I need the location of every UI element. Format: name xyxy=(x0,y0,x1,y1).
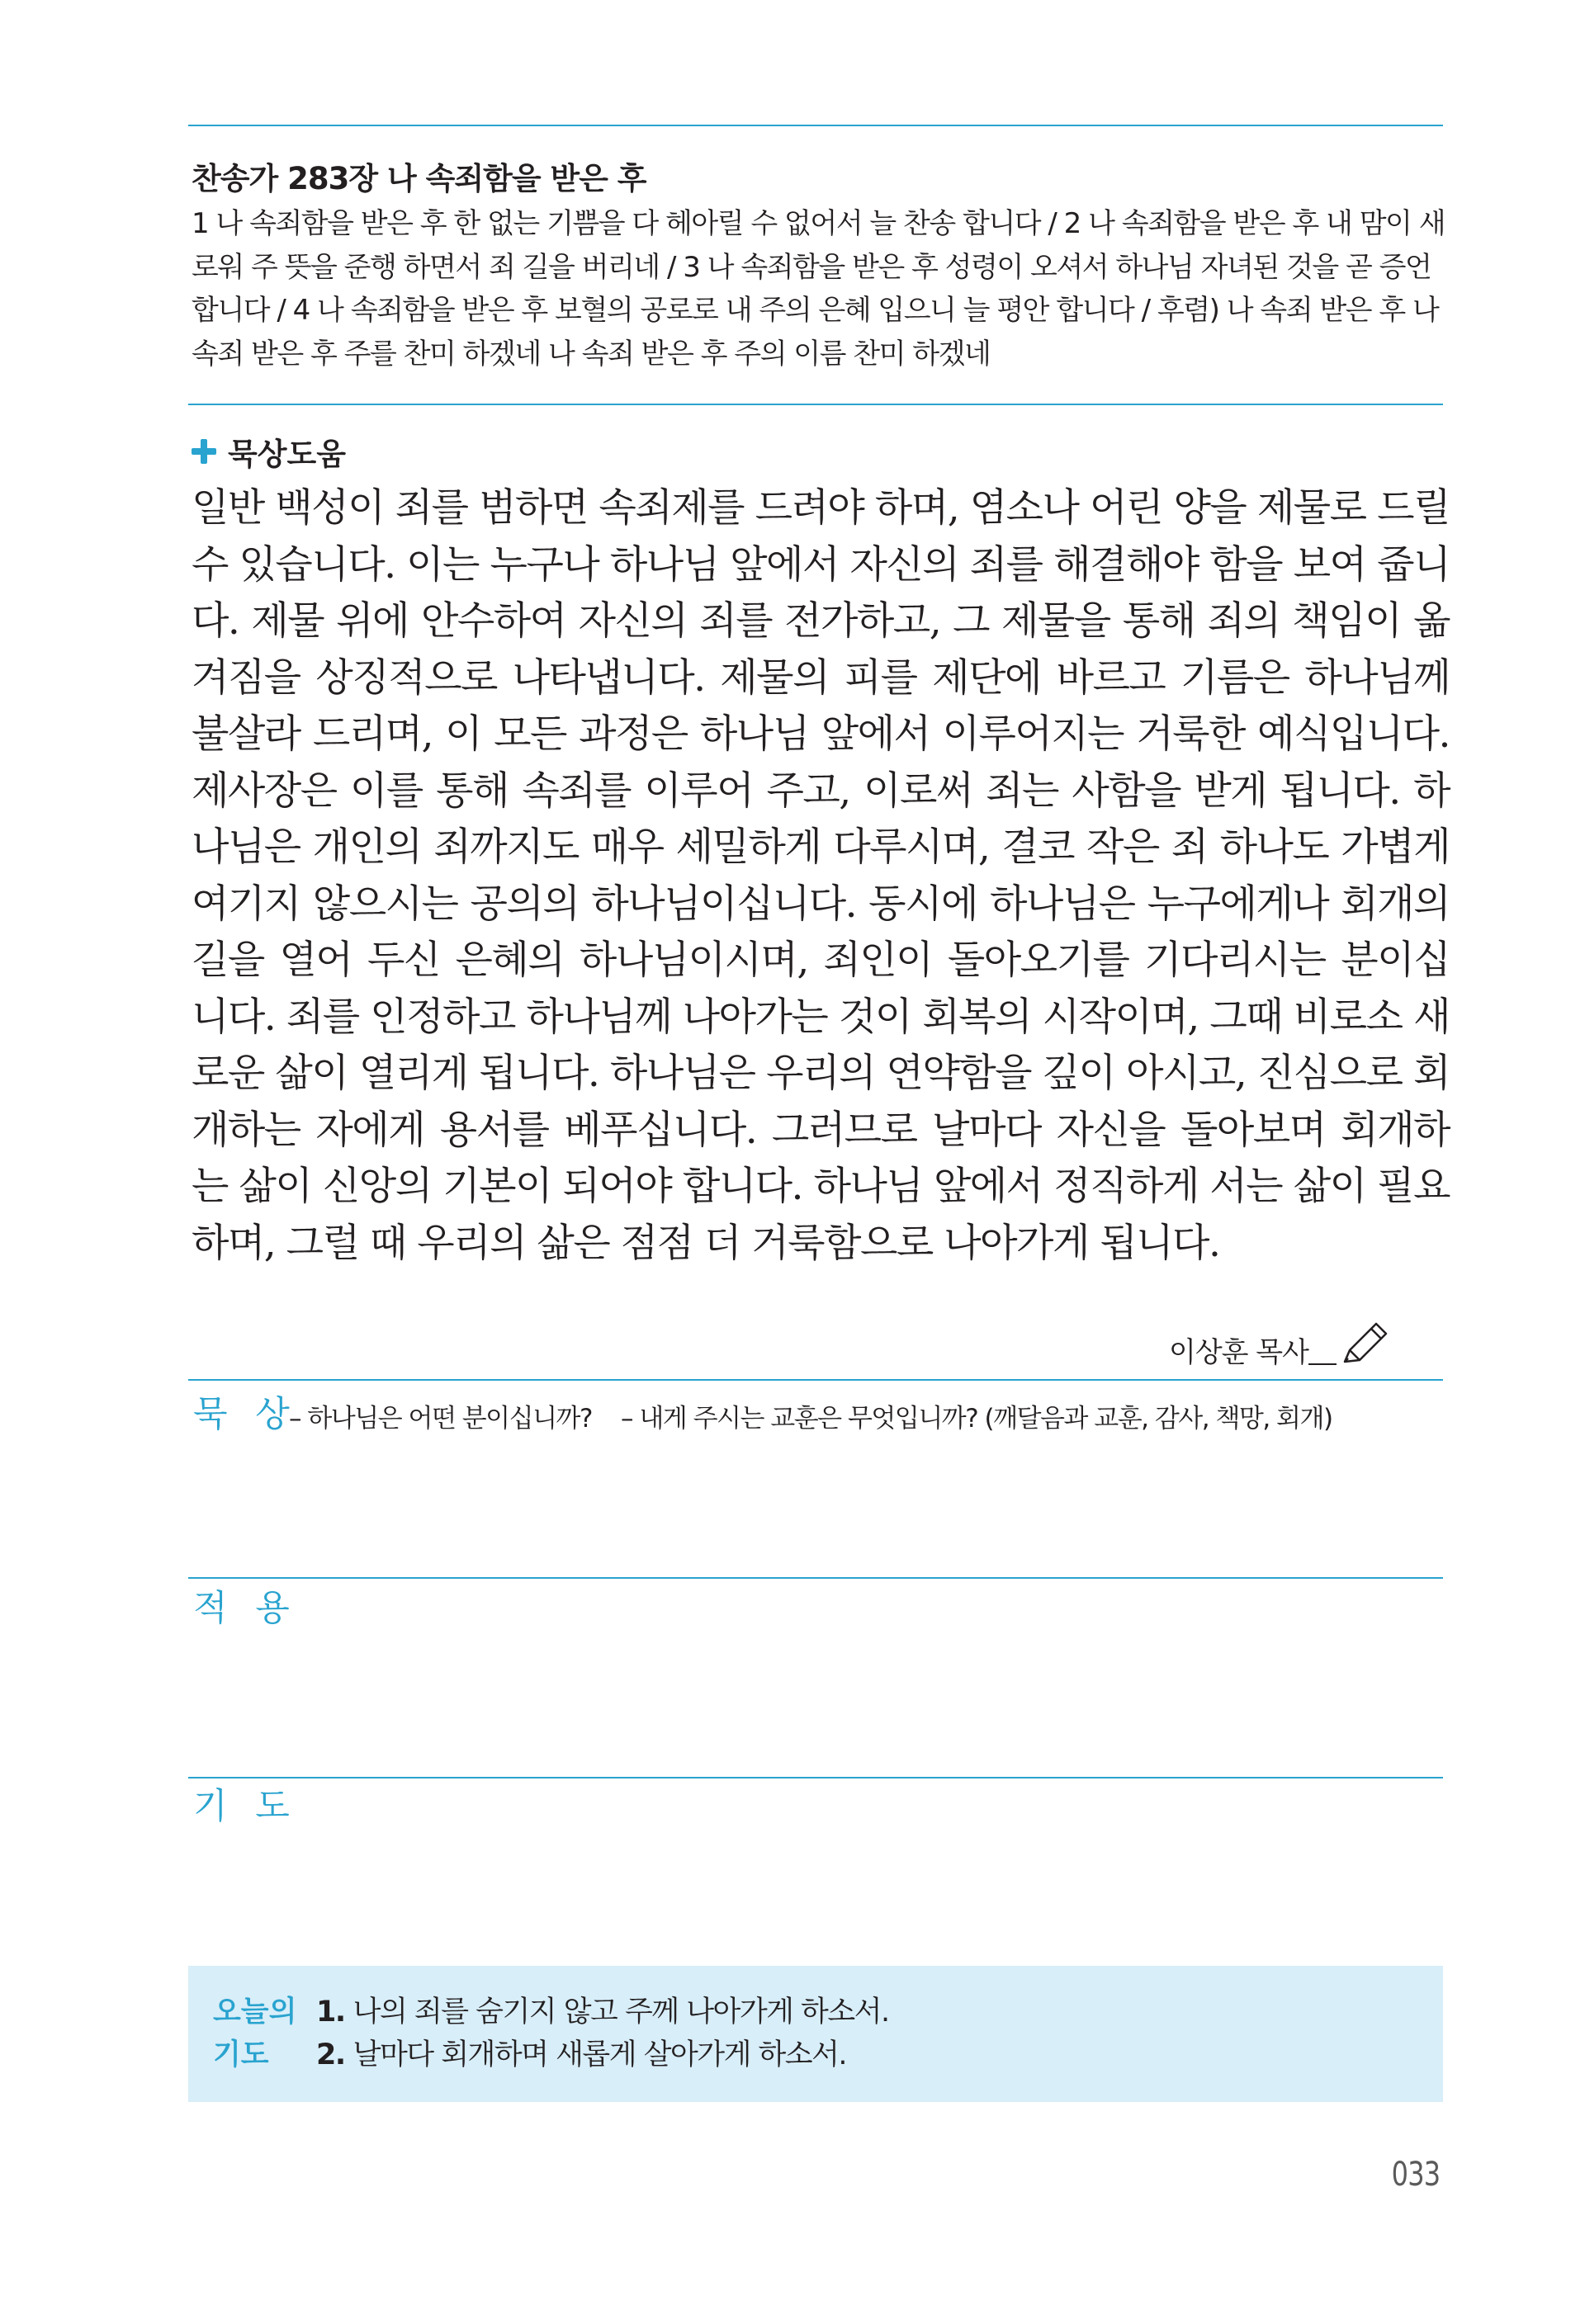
meditation-question-2: – 내게 주시는 교훈은 무엇입니까? (깨달음과 교훈, 감사, 책망, 회개) xyxy=(621,1404,1332,1434)
meditation-help-body: 일반 백성이 죄를 범하면 속죄제를 드려야 하며, 염소나 어린 양을 제물로 드릴 수 있습니다. 이는 누구나 하나님 앞에서 자신의 죄를 해결해야 함을 보여 줍니다. 제물 위에 안수하여 자신의 죄를 전가하고, 그 제물을 통해 죄의 책임이 옮겨짐을 상징적으로 나타냅니다. 제물의 피를 제단에 바르고 기름은 하나님께 불살라 드리며, 이 모든 과정은 하나님 앞에서 이루어지는 거룩한 예식입니다. 제사장은 이를 통해 속죄를 이루어 주고, 이로써 죄는 사함을 받게 됩니다. 하나님은 개인의 죄까지도 매우 세밀하게 다루시며, 결코 작은 죄 하나도 가볍게 여기지 않으시는 공의의 하나님이십니다. 동시에 하나님은 누구에게나 회개의 길을 열어 두신 은혜의 하나님이시며, 죄인이 돌아오기를 기다리시는 분이십니다. 죄를 인정하고 하나님께 나아가는 것이 회복의 시작이며, 그때 비로소 새로운 삶이 열리게 됩니다. 하나님은 우리의 연약함을 깊이 아시고, 진심으로 회개하는 자에게 용서를 베푸십니다. 그러므로 날마다 자신을 돌아보며 회개하는 삶이 신앙의 기본이 되어야 합니다. 하나님 앞에서 정직하게 서는 삶이 필요하며, 그럴 때 우리의 삶은 점점 더 거룩함으로 나아가게 됩니다. xyxy=(192,485,1450,1266)
pencil-icon xyxy=(1338,1319,1393,1370)
author-signature xyxy=(1169,1319,1393,1370)
prayer-item-2-text: 날마다 회개하며 새롭게 살아가게 하소서. xyxy=(352,2038,847,2071)
meditation-help-title: 묵상도움 xyxy=(228,437,346,472)
meditation-rule xyxy=(188,1379,1443,1381)
prayer-item-1-text: 나의 죄를 숨기지 않고 주께 나아가게 하소서. xyxy=(352,1996,889,2029)
application-rule xyxy=(188,1577,1443,1579)
today-prayer-items xyxy=(316,1991,889,2076)
meditation-question-1: – 하나님은 어떤 분이십니까? xyxy=(289,1404,592,1434)
prayer-rule xyxy=(188,1777,1443,1778)
today-prayer-label-line2: 기도 xyxy=(213,2038,269,2071)
top-rule xyxy=(188,125,1443,126)
hymn-title: 찬송가 283장 나 속죄함을 받은 후 xyxy=(192,161,646,196)
today-prayer-box xyxy=(188,1966,1443,2102)
prayer-item-1-number: 1. xyxy=(316,1996,345,2029)
prayer-item-1 xyxy=(316,1991,889,2034)
hymn-bottom-rule xyxy=(188,404,1443,405)
today-prayer-label xyxy=(213,1991,296,2076)
application-label: 적 용 xyxy=(193,1588,298,1629)
hymn-lyrics: 1 나 속죄함을 받은 후 한 없는 기쁨을 다 헤아릴 수 없어서 늘 찬송 합니다 / 2 나 속죄함을 받은 후 내 맘이 새로워 주 뜻을 준행 하면서 죄 길을 버리네 / 3 나 속죄함을 받은 후 성령이 오셔서 하나님 자녀된 것을 곧 증언 합니다 / 4 나 속죄함을 받은 후 보혈의 공로로 내 주의 은혜 입으니 늘 평안 합니다 / 후렴) 나 속죄 받은 후 나 속죄 받은 후 주를 찬미 하겠네 나 속죄 받은 후 주의 이름 찬미 하겠네 xyxy=(192,207,1445,371)
prayer-item-2 xyxy=(316,2034,889,2076)
today-prayer-label-line1: 오늘의 xyxy=(213,1996,297,2029)
plus-icon xyxy=(192,439,216,464)
author-name: 이상훈 목사 xyxy=(1168,1336,1308,1369)
meditation-help-heading xyxy=(192,429,346,474)
prayer-item-2-number: 2. xyxy=(316,2038,345,2071)
signature-line xyxy=(1308,1363,1337,1365)
meditation-label: 묵 상 xyxy=(193,1394,298,1435)
prayer-label: 기 도 xyxy=(193,1786,298,1827)
page-number: 033 xyxy=(1391,2156,1440,2194)
